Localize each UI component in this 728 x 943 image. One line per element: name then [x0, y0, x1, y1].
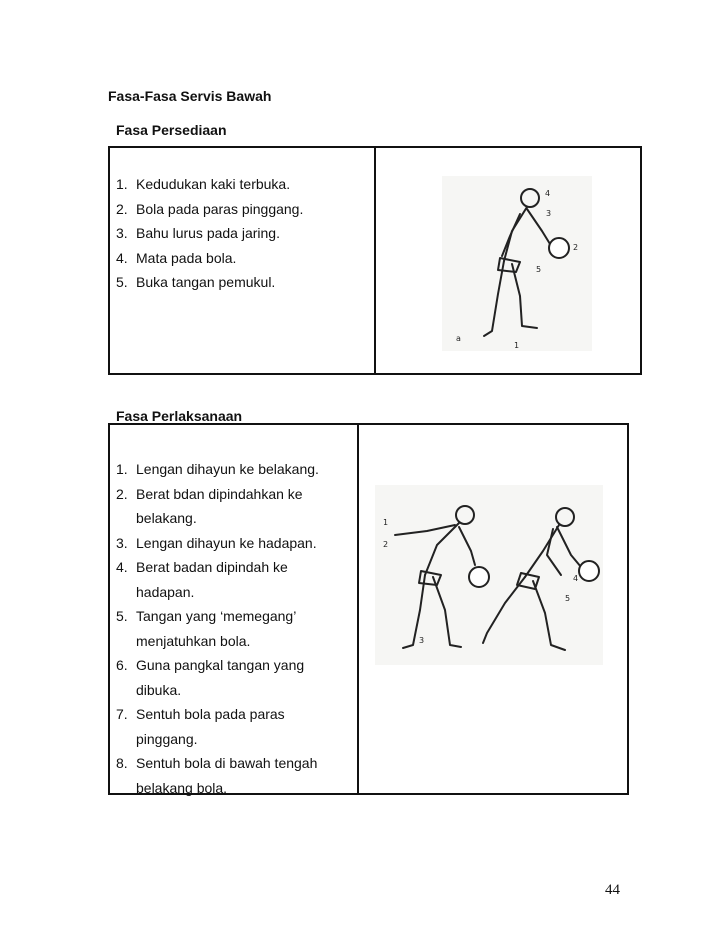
figure-label: 3 [546, 209, 552, 218]
figure-label: a [456, 334, 461, 343]
list-item: 4. Mata pada bola. [116, 249, 237, 266]
list-item: 3. Bahu lurus pada jaring. [116, 225, 280, 241]
figure-label: 2 [383, 540, 389, 549]
section-title-persediaan: Fasa Persediaan [116, 122, 227, 138]
figure-label: 4 [573, 574, 579, 583]
table-divider [357, 425, 359, 793]
list-item: 1. Lengan dihayun ke belakang. [116, 461, 319, 477]
list-item: 8. Sentuh bola di bawah tengah belakang bola. [116, 755, 318, 796]
list-item: 5. Tangan yang ‘memegang’ menjatuhkan bola. [116, 608, 296, 649]
player-figure-1 [442, 176, 592, 351]
page-number: 44 [605, 882, 620, 898]
list-perlaksanaan [116, 457, 350, 800]
illustration-serve-motion [375, 485, 603, 665]
list-item: 7. Sentuh bola pada paras pinggang. [116, 706, 285, 747]
figure-label: 5 [536, 265, 542, 274]
list-item: 6. Guna pangkal tangan yang dibuka. [116, 657, 305, 698]
list-item: 2. Bola pada paras pinggang. [116, 200, 304, 217]
table-persediaan [108, 146, 642, 375]
list-item: 4. Berat badan dipindah ke hadapan. [116, 559, 288, 600]
section-title-perlaksanaan: Fasa Perlaksanaan [116, 408, 243, 424]
figure-label: 4 [545, 189, 551, 198]
figure-label: 3 [419, 636, 425, 645]
figure-label: 1 [383, 518, 389, 527]
list-item: 3. Lengan dihayun ke hadapan. [116, 534, 317, 551]
figure-label: 1 [514, 341, 520, 350]
list-item: 2. Berat bdan dipindahkan ke belakang. [116, 485, 303, 526]
figure-label: 2 [573, 243, 579, 252]
table-perlaksanaan [108, 423, 629, 795]
list-item: 1. Kedudukan kaki terbuka. [116, 176, 291, 192]
table-divider [374, 148, 376, 373]
player-figures-2 [375, 485, 603, 665]
page-heading: Fasa-Fasa Servis Bawah [108, 88, 272, 104]
illustration-ready-stance [442, 176, 592, 351]
list-persediaan [116, 172, 366, 295]
figure-label: 5 [565, 594, 571, 603]
list-item: 5. Buka tangan pemukul. [116, 274, 276, 290]
